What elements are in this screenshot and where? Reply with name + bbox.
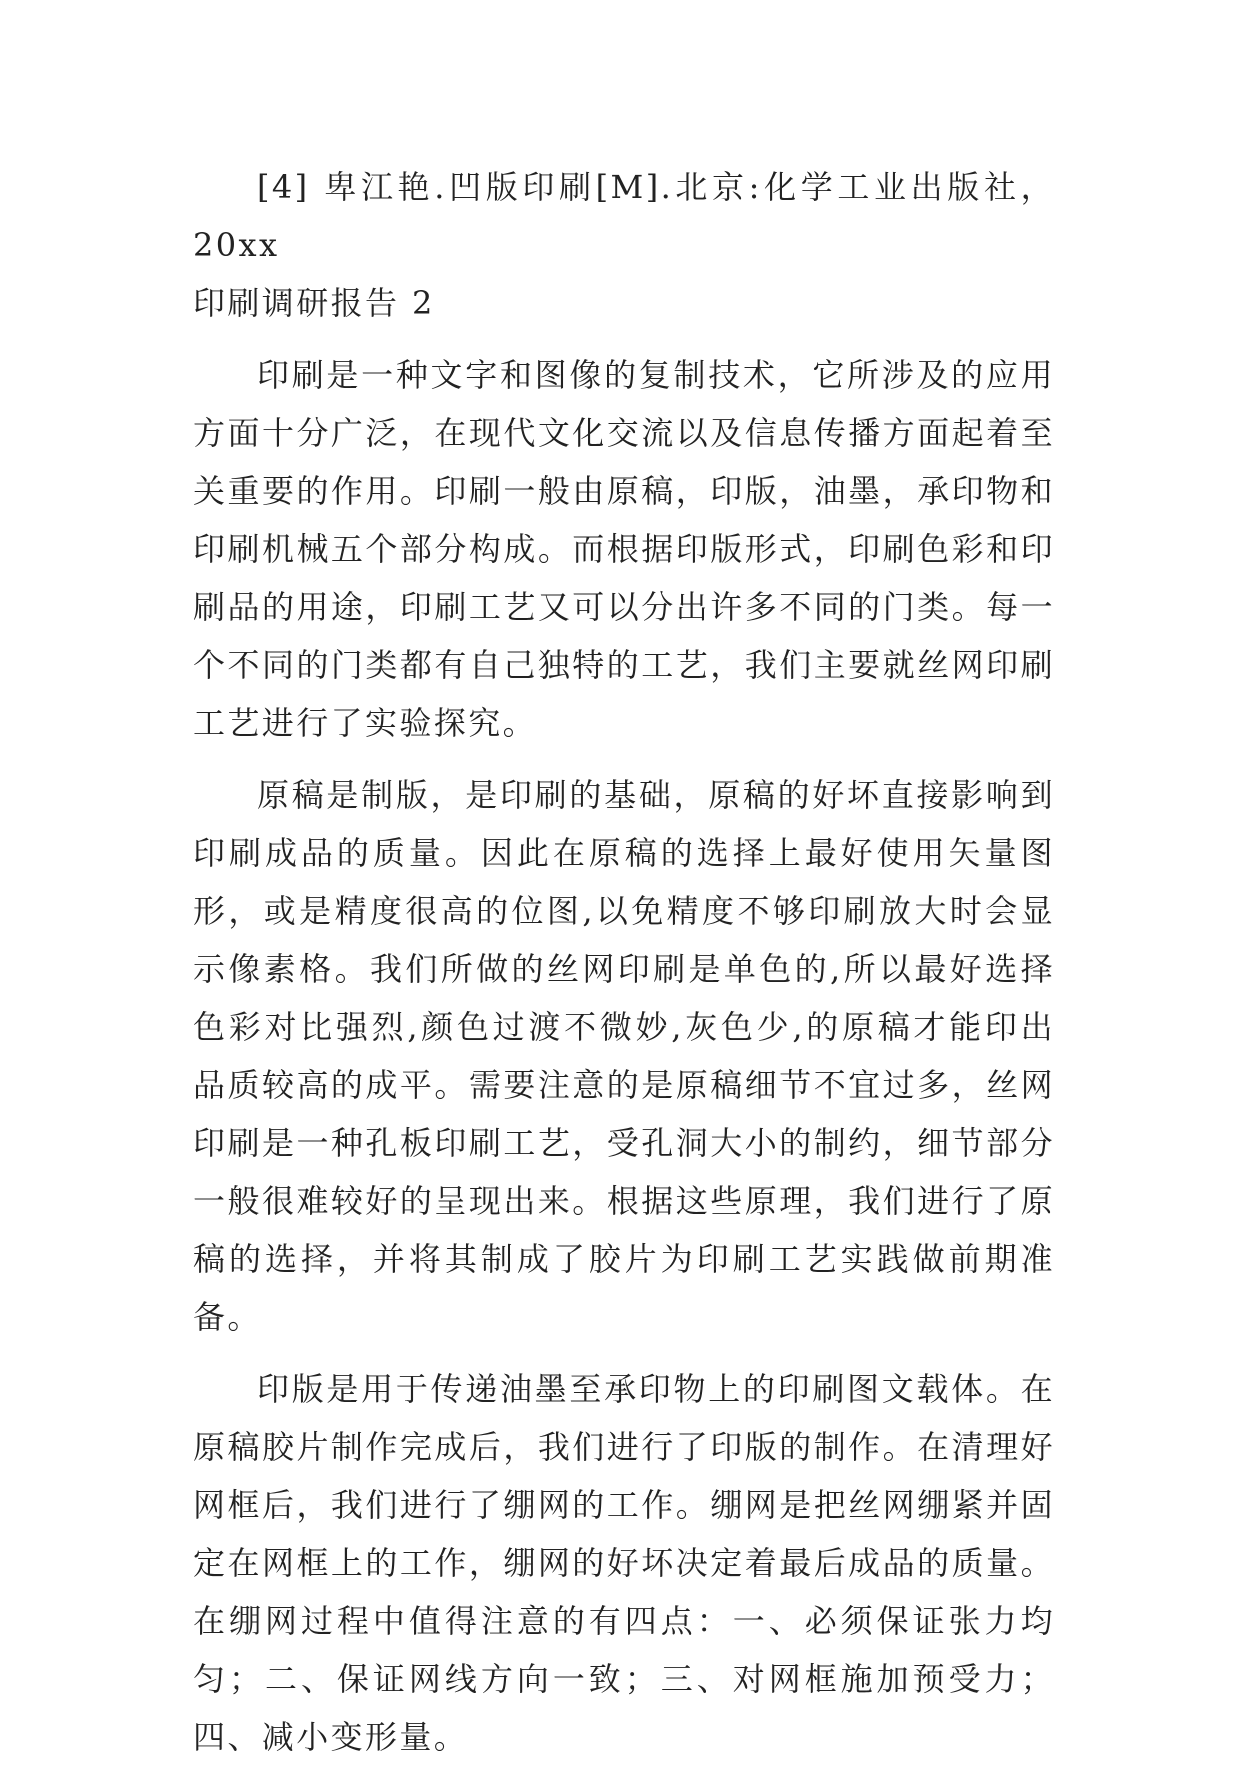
reference-entry: [4] 卑江艳.凹版印刷[M].北京:化学工业出版社，20xx [193,168,1055,264]
spacer [193,332,1055,346]
spacer [193,752,1055,766]
paragraph-intro: 印刷是一种文字和图像的复制技术，它所涉及的应用方面十分广泛，在现代文化交流以及信息传播方面起着至关重要的作用。印刷一般由原稿，印版，油墨，承印物和印刷机械五个部分构成。而根据印版形式，印刷色彩和印刷品的用途，印刷工艺又可以分出许多不同的门类。每一个不同的门类都有自己独特的工艺，我们主要就丝网印刷工艺进行了实验探究。 [193,356,1055,742]
spacer [193,1346,1055,1360]
paragraph-printing-plate: 印版是用于传递油墨至承印物上的印刷图文载体。在原稿胶片制作完成后，我们进行了印版的制作。在清理好网框后，我们进行了绷网的工作。绷网是把丝网绷紧并固定在网框上的工作，绷网的好坏决定着最后成品的质量。在绷网过程中值得注意的有四点：一、必须保证张力均匀；二、保证网线方向一致；三、对网框施加预受力；四、减小变形量。 [193,1370,1055,1756]
report-title: 印刷调研报告 2 [193,284,435,322]
paragraph-manuscript: 原稿是制版，是印刷的基础，原稿的好坏直接影响到印刷成品的质量。因此在原稿的选择上最好使用矢量图形，或是精度很高的位图,以免精度不够印刷放大时会显示像素格。我们所做的丝网印刷是单色的,所以最好选择色彩对比强烈,颜色过渡不微妙,灰色少,的原稿才能印出品质较高的成平。需要注意的是原稿细节不宜过多，丝网印刷是一种孔板印刷工艺，受孔洞大小的制约，细节部分一般很难较好的呈现出来。根据这些原理，我们进行了原稿的选择，并将其制成了胶片为印刷工艺实践做前期准备。 [193,776,1055,1336]
document-body [193,158,1055,1766]
